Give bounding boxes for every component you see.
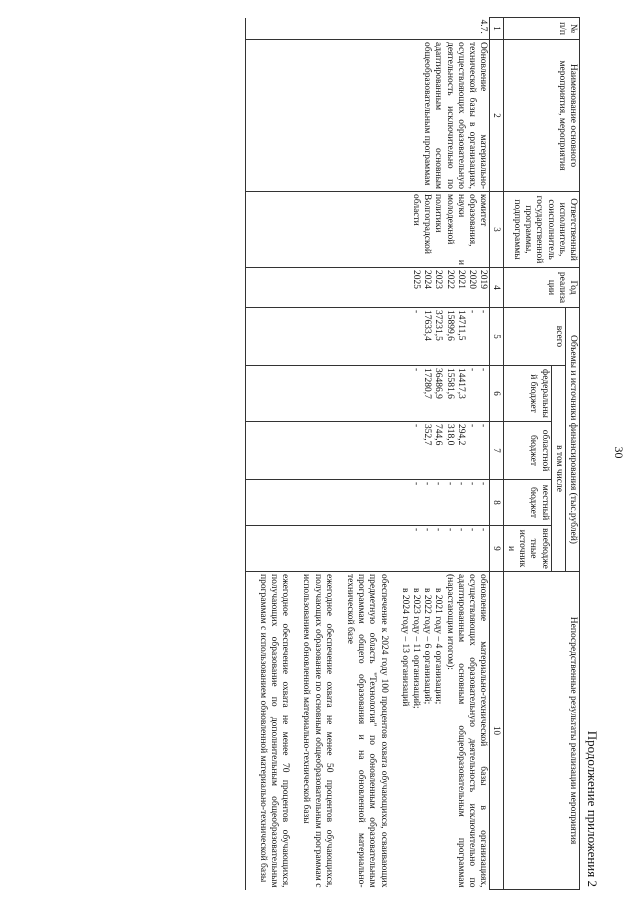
- col-number: 2: [490, 40, 504, 192]
- federal-value: -: [478, 368, 489, 372]
- regional-value: 352,7: [422, 424, 433, 446]
- total-value: -: [411, 310, 422, 314]
- header-num: № п/п: [503, 18, 579, 40]
- total-value: 17633,4: [422, 310, 433, 341]
- offbudget-value: -: [422, 528, 433, 532]
- offbudget-value: -: [444, 528, 455, 532]
- local-value: -: [466, 482, 477, 486]
- year-value: 2024: [422, 270, 433, 289]
- header-executor: Ответственный исполнитель, соисполнитель государственной программы, подпрограммы: [503, 192, 579, 268]
- result-item: [399, 574, 489, 888]
- funding-table: [245, 17, 580, 890]
- result-item: ежегодное обеспечение охвата не менее 50 процентов обучающихся, получающих образование по основным общеобразовательным программам с использованием обновленной материально-технической базы: [301, 574, 334, 888]
- local-value: -: [455, 482, 466, 486]
- local-value: -: [433, 482, 444, 486]
- year-value: 2020: [466, 270, 477, 289]
- table-row: [245, 18, 490, 890]
- offbudget-list: [410, 528, 488, 569]
- local-value: -: [411, 482, 422, 486]
- col-number: 5: [490, 308, 504, 366]
- total-list: [410, 310, 488, 363]
- total-value: 15899,6: [444, 310, 455, 341]
- column-number-row: [490, 18, 504, 890]
- year-value: 2023: [433, 270, 444, 289]
- regional-value: 318,0: [444, 424, 455, 446]
- row-number: 4.7.: [245, 18, 490, 40]
- federal-value: -: [411, 368, 422, 372]
- total-value: 14711,5: [455, 310, 466, 341]
- federal-value: 36486,9: [433, 368, 444, 399]
- col-number: 10: [490, 572, 504, 890]
- header-offbudget: внебюджетные источники: [503, 526, 551, 572]
- col-number: 7: [490, 422, 504, 480]
- header-federal: федеральный бюджет: [503, 366, 551, 422]
- year-value: 2025: [411, 270, 422, 289]
- regional-value: -: [478, 424, 489, 428]
- total-value: 37231,5: [433, 310, 444, 341]
- offbudget-value: -: [466, 528, 477, 532]
- result-subitem: в 2023 году – 11 организаций;: [410, 588, 421, 709]
- header-funding-group: Объемы и источники финансирования (тыс.рублей): [565, 308, 579, 572]
- header-regional: областной бюджет: [503, 422, 551, 480]
- federal-value: 17280,7: [422, 368, 433, 399]
- page-number: 30: [612, 446, 626, 459]
- col-number: 3: [490, 192, 504, 268]
- federal-list: [410, 368, 488, 419]
- row-executor: комитет образования, науки и молодежной политики Волгоградской области: [245, 192, 490, 268]
- regional-value: 744,6: [433, 424, 444, 446]
- local-value: -: [422, 482, 433, 486]
- regional-list: [410, 424, 488, 477]
- col-number: 6: [490, 366, 504, 422]
- year-value: 2021: [455, 270, 466, 289]
- total-value: -: [478, 310, 489, 314]
- header-name: Наименование основного мероприятия, мероприятия: [503, 40, 579, 192]
- result-subitem: в 2024 году – 13 организаций: [399, 588, 410, 707]
- local-value: -: [444, 482, 455, 486]
- federal-value: 15581,6: [444, 368, 455, 399]
- header-incl: в том числе: [551, 366, 565, 572]
- result-subitem: в 2021 году – 4 организации;: [433, 588, 444, 705]
- federal-value: 14417,3: [455, 368, 466, 399]
- regional-value: -: [411, 424, 422, 428]
- years-list: [410, 270, 488, 305]
- header-local: местный бюджет: [503, 480, 551, 526]
- regional-value: 294,2: [455, 424, 466, 446]
- col-number: 1: [490, 18, 504, 40]
- local-list: [410, 482, 488, 523]
- year-value: 2019: [478, 270, 489, 289]
- year-value: 2022: [444, 270, 455, 289]
- result-item: ежегодное обеспечение охвата не менее 70 процентов обучающихся, получающих образование по дополнительным общеобразовательным программам с использованием обновленной материально-технической базы: [257, 574, 291, 888]
- col-number: 4: [490, 268, 504, 308]
- offbudget-value: -: [478, 528, 489, 532]
- total-value: -: [466, 310, 477, 314]
- result-text: обновление материально-технической базы в организациях, осуществляющих образовательную деятельность исключительно по адаптированным основным общеобразовательным программам (нарастающим итогом):: [444, 574, 489, 888]
- header-results: Непосредственные результаты реализации мероприятия: [503, 572, 579, 890]
- col-number: 8: [490, 480, 504, 526]
- header-year: Год реализации: [503, 268, 579, 308]
- header-total: всего: [503, 308, 565, 366]
- offbudget-value: -: [433, 528, 444, 532]
- result-subitem: в 2022 году – 6 организаций;: [422, 588, 433, 705]
- row-activity-name: Обновление материально-технической базы в организациях, осуществляющих образовательную деятельность исключительно по адаптированным основным общеобразовательным программам: [245, 40, 490, 192]
- appendix-title: Продолжение приложения 2: [585, 730, 600, 887]
- regional-value: -: [466, 424, 477, 428]
- local-value: -: [478, 482, 489, 486]
- federal-value: -: [466, 368, 477, 372]
- col-number: 9: [490, 526, 504, 572]
- offbudget-value: -: [411, 528, 422, 532]
- result-item: обеспечение к 2024 году 100 процентов охвата обучающихся, осваивающих предметную область "Технология" по обновленным образовательным программам общего образования и на обновленной материально-технической базе: [344, 574, 389, 888]
- offbudget-value: -: [455, 528, 466, 532]
